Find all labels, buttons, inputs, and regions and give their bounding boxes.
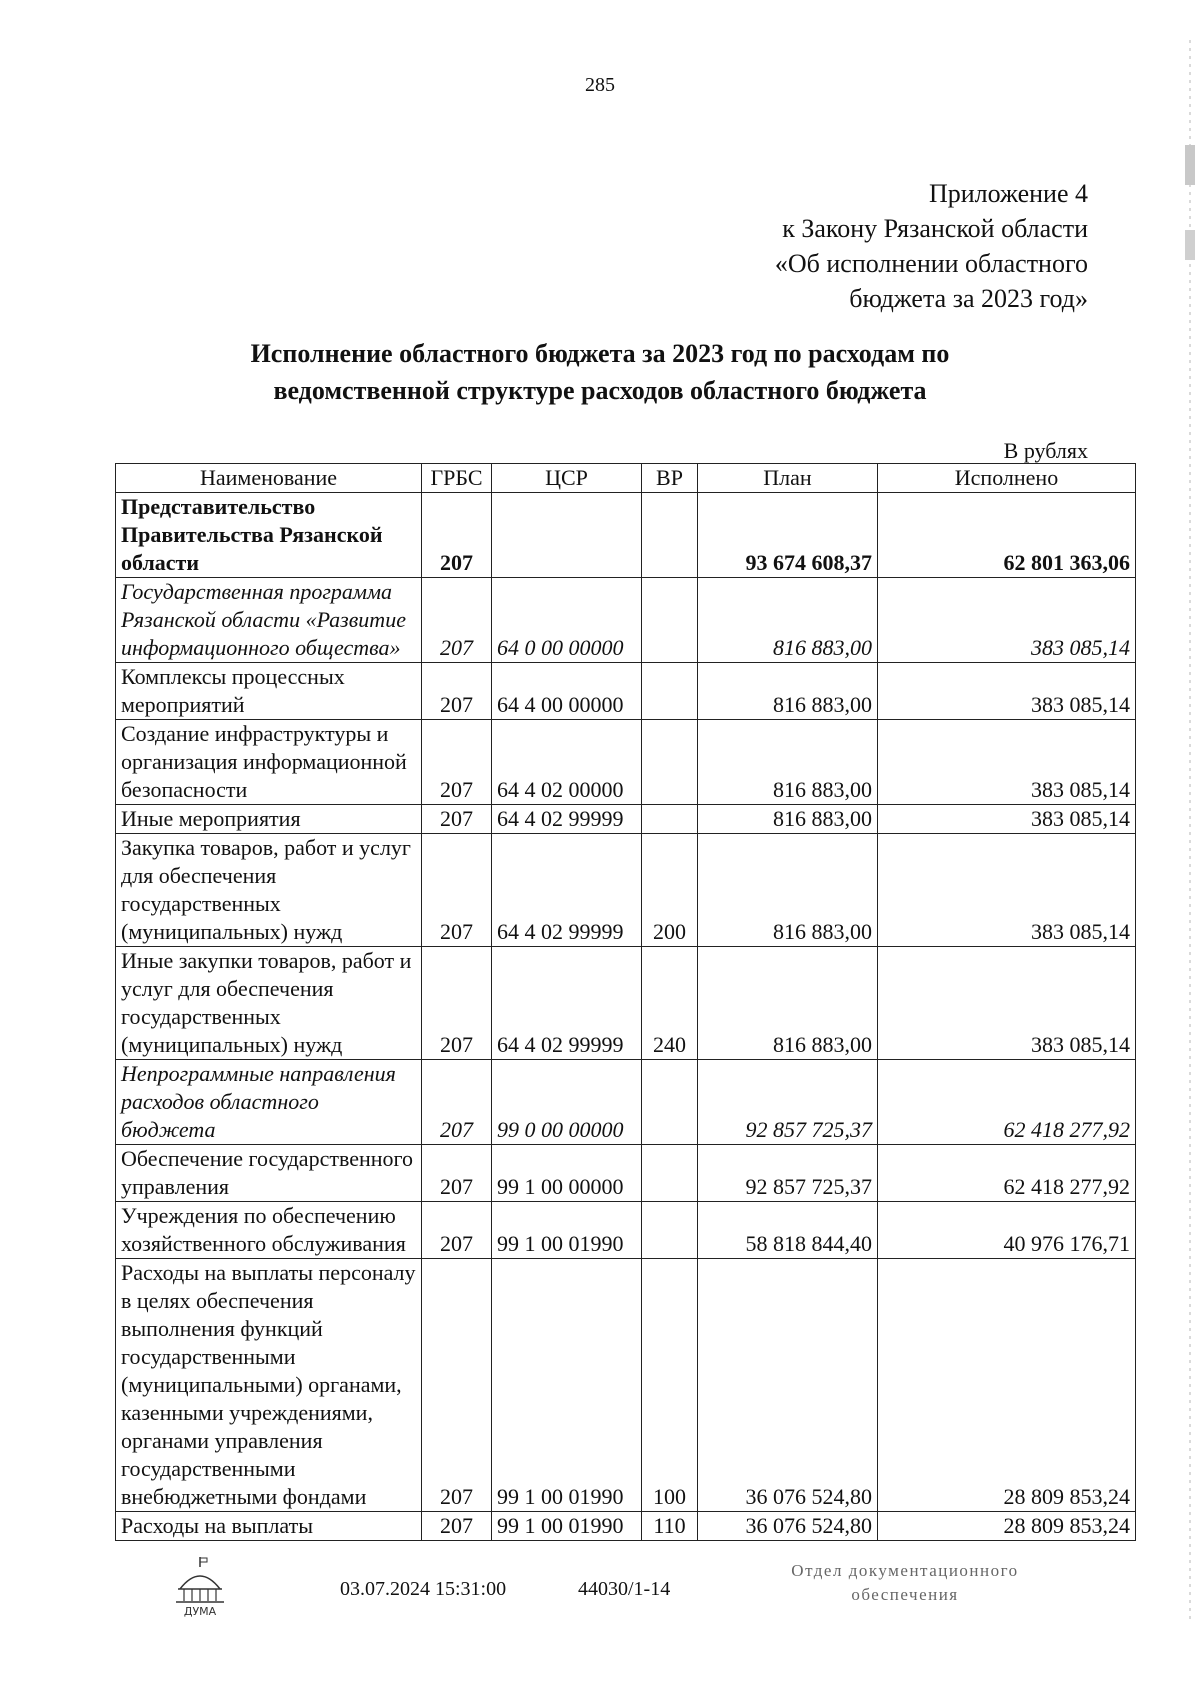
cell-vr [642,720,698,805]
cell-vr [642,1202,698,1259]
cell-name: Представительство Правительства Рязанской области [116,493,422,578]
table-row [116,1145,1136,1202]
cell-name: Государственная программа Рязанской области «Развитие информационного общества» [116,578,422,663]
cell-vr [642,663,698,720]
table-header-row [116,464,1136,493]
cell-executed: 40 976 176,71 [878,1202,1136,1259]
cell-plan: 816 883,00 [698,947,878,1060]
stamp-line: обеспечения [851,1585,959,1604]
cell-executed: 62 418 277,92 [878,1145,1136,1202]
cell-executed: 383 085,14 [878,805,1136,834]
cell-executed: 383 085,14 [878,578,1136,663]
cell-vr [642,1060,698,1145]
cell-csr: 64 0 00 00000 [492,578,642,663]
cell-grbs: 207 [422,834,492,947]
table-row [116,1512,1136,1541]
table-row [116,720,1136,805]
cell-executed: 28 809 853,24 [878,1259,1136,1512]
cell-csr: 99 1 00 01990 [492,1259,642,1512]
stamp-line: Отдел документационного [791,1561,1019,1580]
department-stamp [755,1559,1055,1607]
table-row [116,805,1136,834]
cell-executed: 383 085,14 [878,720,1136,805]
cell-name: Закупка товаров, работ и услуг для обеспечения государственных (муниципальных) нужд [116,834,422,947]
cell-plan: 92 857 725,37 [698,1060,878,1145]
cell-csr: 99 1 00 00000 [492,1145,642,1202]
table-row [116,1060,1136,1145]
cell-csr: 64 4 02 99999 [492,805,642,834]
cell-executed: 62 418 277,92 [878,1060,1136,1145]
cell-grbs: 207 [422,720,492,805]
cell-grbs: 207 [422,493,492,578]
document-title [160,335,1040,409]
title-line: Исполнение областного бюджета за 2023 год по расходам по [250,339,950,368]
cell-name: Расходы на выплаты персоналу в целях обеспечения выполнения функций государственными (муниципальными) органами, казенными учреждениями, органами управления государственными внебюджетными фондами [116,1259,422,1512]
duma-logo-icon [168,1555,232,1619]
cell-name: Комплексы процессных мероприятий [116,663,422,720]
header-name: Наименование [116,464,422,493]
cell-plan: 36 076 524,80 [698,1512,878,1541]
cell-plan: 816 883,00 [698,805,878,834]
cell-executed: 383 085,14 [878,947,1136,1060]
footer-doc-id: 44030/1-14 [578,1578,671,1600]
cell-csr [492,493,642,578]
cell-grbs: 207 [422,1060,492,1145]
header-grbs: ГРБС [422,464,492,493]
cell-csr: 99 0 00 00000 [492,1060,642,1145]
page-number: 285 [585,74,615,96]
table-row [116,578,1136,663]
appendix-line: «Об исполнении областного [774,249,1088,278]
cell-csr: 99 1 00 01990 [492,1512,642,1541]
cell-plan: 36 076 524,80 [698,1259,878,1512]
cell-grbs: 207 [422,578,492,663]
cell-vr: 100 [642,1259,698,1512]
table-row [116,1202,1136,1259]
units-label: В рублях [1003,438,1088,463]
cell-vr [642,805,698,834]
appendix-header [775,176,1088,316]
cell-name: Расходы на выплаты [116,1512,422,1541]
cell-vr: 200 [642,834,698,947]
cell-plan: 816 883,00 [698,578,878,663]
cell-executed: 62 801 363,06 [878,493,1136,578]
footer-datetime: 03.07.2024 15:31:00 [340,1578,507,1600]
cell-grbs: 207 [422,663,492,720]
cell-plan: 92 857 725,37 [698,1145,878,1202]
cell-plan: 58 818 844,40 [698,1202,878,1259]
cell-name: Иные мероприятия [116,805,422,834]
cell-grbs: 207 [422,947,492,1060]
scan-edge-marks [1182,40,1198,1620]
cell-vr [642,578,698,663]
cell-plan: 816 883,00 [698,720,878,805]
logo-text: ДУМА [183,1605,217,1618]
cell-csr: 64 4 02 00000 [492,720,642,805]
cell-grbs: 207 [422,1512,492,1541]
cell-vr [642,1145,698,1202]
cell-name: Иные закупки товаров, работ и услуг для обеспечения государственных (муниципальных) нужд [116,947,422,1060]
cell-grbs: 207 [422,1145,492,1202]
cell-csr: 99 1 00 01990 [492,1202,642,1259]
cell-vr: 110 [642,1512,698,1541]
cell-csr: 64 4 02 99999 [492,947,642,1060]
cell-grbs: 207 [422,1259,492,1512]
budget-table [115,463,1136,1541]
cell-name: Создание инфраструктуры и организация информационной безопасности [116,720,422,805]
table-row [116,834,1136,947]
cell-plan: 93 674 608,37 [698,493,878,578]
header-plan: План [698,464,878,493]
title-line: ведомственной структуре расходов областного бюджета [273,376,927,405]
table-row [116,947,1136,1060]
cell-name: Обеспечение государственного управления [116,1145,422,1202]
cell-csr: 64 4 02 99999 [492,834,642,947]
header-executed: Исполнено [878,464,1136,493]
cell-plan: 816 883,00 [698,663,878,720]
cell-executed: 383 085,14 [878,834,1136,947]
cell-plan: 816 883,00 [698,834,878,947]
appendix-line: бюджета за 2023 год» [849,284,1088,313]
table-row [116,663,1136,720]
cell-vr: 240 [642,947,698,1060]
appendix-line: к Закону Рязанской области [782,214,1088,243]
cell-vr [642,493,698,578]
cell-name: Непрограммные направления расходов областного бюджета [116,1060,422,1145]
appendix-line: Приложение 4 [928,179,1088,208]
cell-executed: 383 085,14 [878,663,1136,720]
table-row [116,493,1136,578]
header-csr: ЦСР [492,464,642,493]
cell-grbs: 207 [422,805,492,834]
cell-csr: 64 4 00 00000 [492,663,642,720]
header-vr: ВР [642,464,698,493]
cell-grbs: 207 [422,1202,492,1259]
table-row [116,1259,1136,1512]
cell-executed: 28 809 853,24 [878,1512,1136,1541]
cell-name: Учреждения по обеспечению хозяйственного обслуживания [116,1202,422,1259]
